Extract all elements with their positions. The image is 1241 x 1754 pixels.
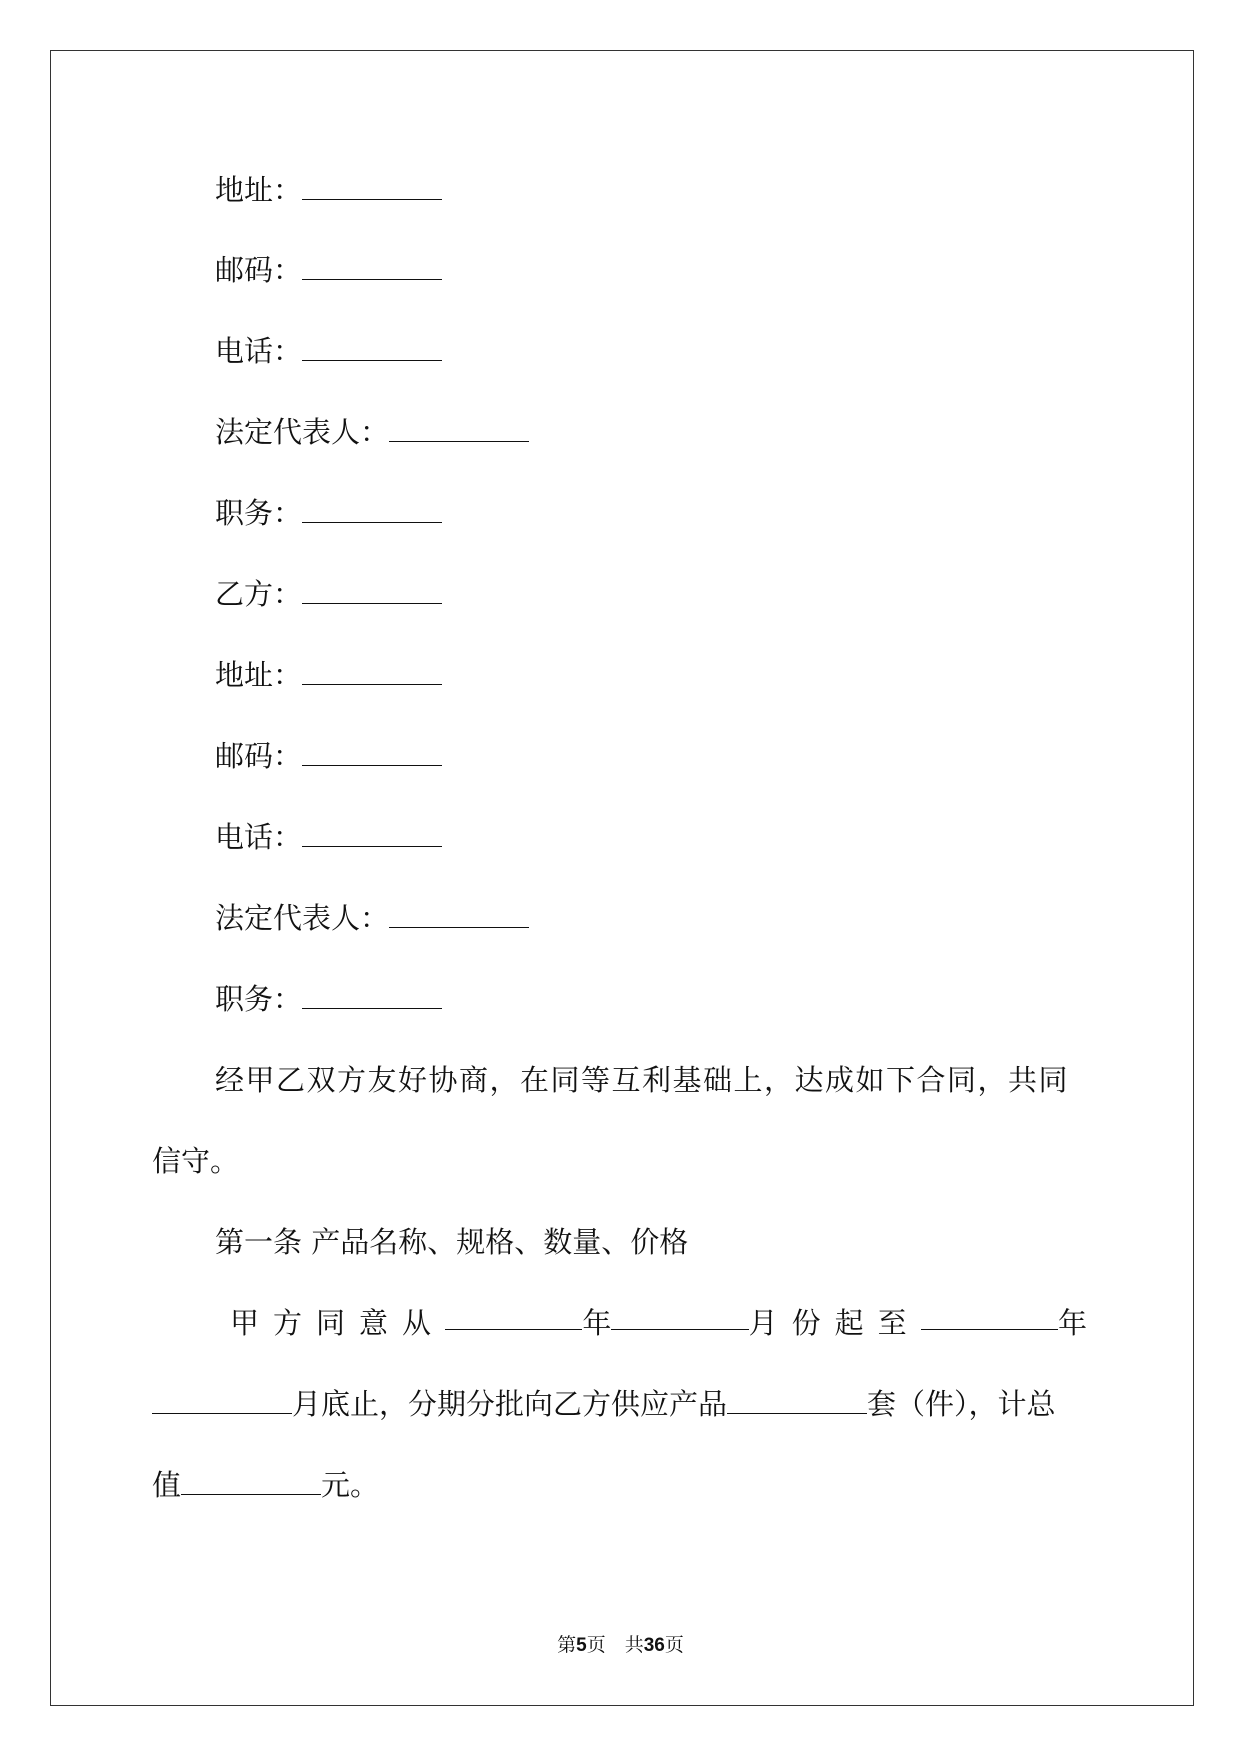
blank-line[interactable] xyxy=(302,741,442,766)
field-postcode-a xyxy=(215,252,442,288)
field-label: 电话： xyxy=(215,820,303,854)
text-segment: 年 xyxy=(1057,1306,1087,1340)
blank-line[interactable] xyxy=(302,498,442,523)
field-label: 地址： xyxy=(215,173,303,207)
text-segment: 年 xyxy=(582,1306,612,1340)
blank-line[interactable] xyxy=(302,336,442,361)
article-1-line-2 xyxy=(152,1386,1056,1422)
field-legal-rep-a xyxy=(215,414,529,450)
total-pages: 36 xyxy=(643,1635,665,1656)
field-label: 职务： xyxy=(215,982,303,1016)
article-1-line-1 xyxy=(230,1305,1087,1341)
page-number: 5 xyxy=(576,1635,587,1656)
text-segment: 元。 xyxy=(321,1468,380,1502)
blank-line[interactable] xyxy=(389,903,529,928)
text-segment: 月份起至 xyxy=(748,1306,921,1340)
field-label: 法定代表人： xyxy=(215,901,390,935)
text-segment: 值 xyxy=(152,1468,182,1502)
field-position-a xyxy=(215,495,442,531)
footer-text: 第 xyxy=(557,1634,577,1656)
text-segment: 月底止，分期分批向乙方供应产品 xyxy=(292,1387,728,1421)
blank-line[interactable] xyxy=(181,1470,321,1495)
field-label: 地址： xyxy=(215,658,303,692)
intro-line-1: 经甲乙双方友好协商，在同等互利基础上，达成如下合同，共同 xyxy=(215,1063,1070,1097)
field-label: 邮码： xyxy=(215,739,303,773)
field-label: 邮码： xyxy=(215,253,303,287)
page-footer xyxy=(0,1630,1241,1657)
field-position-b xyxy=(215,981,442,1017)
blank-line[interactable] xyxy=(727,1389,867,1414)
footer-text: 页 共 xyxy=(586,1634,644,1656)
field-address-a xyxy=(215,172,442,208)
field-phone-a xyxy=(215,333,442,369)
field-legal-rep-b xyxy=(215,900,529,936)
blank-line[interactable] xyxy=(302,255,442,280)
blank-line[interactable] xyxy=(302,175,442,200)
blank-line[interactable] xyxy=(302,579,442,604)
field-label: 电话： xyxy=(215,334,303,368)
blank-line[interactable] xyxy=(152,1389,292,1414)
field-label: 法定代表人： xyxy=(215,415,390,449)
blank-line[interactable] xyxy=(611,1305,748,1330)
article-1-heading: 第一条 产品名称、规格、数量、价格 xyxy=(215,1225,689,1259)
text-segment: 甲方同意从 xyxy=(230,1306,446,1340)
blank-line[interactable] xyxy=(921,1305,1058,1330)
field-phone-b xyxy=(215,819,442,855)
blank-line[interactable] xyxy=(302,984,442,1009)
blank-line[interactable] xyxy=(302,822,442,847)
field-label: 乙方： xyxy=(215,577,303,611)
field-postcode-b xyxy=(215,738,442,774)
text-segment: 套（件），计总 xyxy=(867,1387,1056,1421)
footer-text: 页 xyxy=(664,1634,684,1656)
field-party-b xyxy=(215,576,442,612)
blank-line[interactable] xyxy=(445,1305,582,1330)
blank-line[interactable] xyxy=(389,417,529,442)
article-1-line-3 xyxy=(152,1467,379,1503)
blank-line[interactable] xyxy=(302,660,442,685)
intro-line-2: 信守。 xyxy=(152,1144,240,1178)
field-label: 职务： xyxy=(215,496,303,530)
field-address-b xyxy=(215,657,442,693)
page-border xyxy=(50,50,1194,1706)
